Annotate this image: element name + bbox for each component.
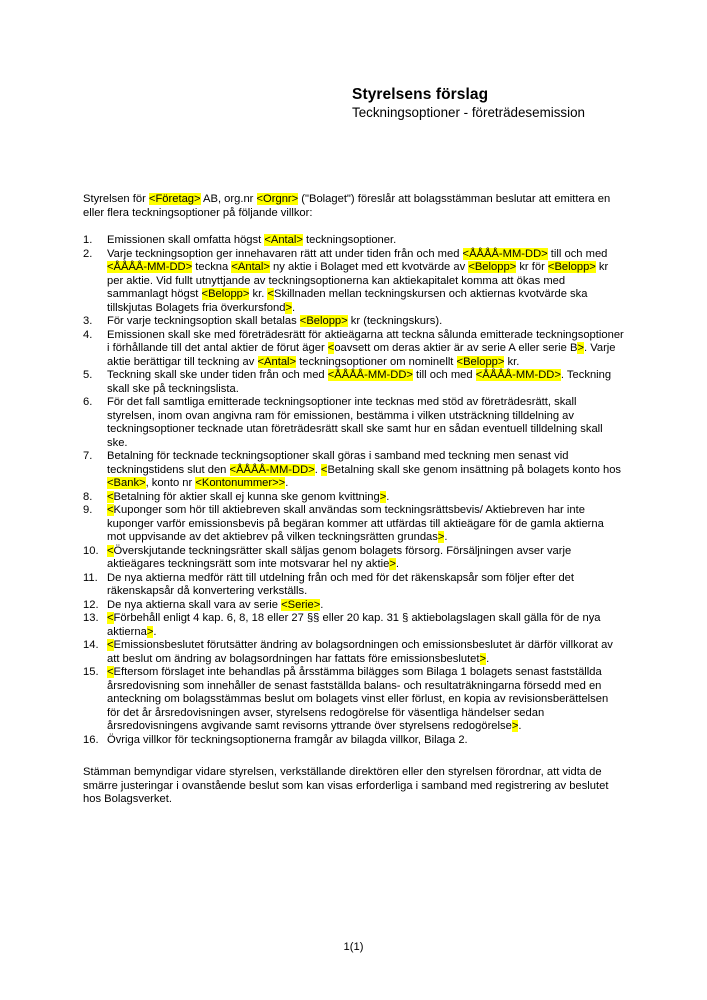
text-segment: .: [314, 463, 321, 476]
item-text: [107, 234, 624, 248]
terms-list-item: [83, 234, 624, 248]
text-segment: Stämman bemyndigar vidare styrelsen, verkställande direktören eller den styrelsen förordnar, att vidta de smärre justeringar i ovanstående beslut som kan visas erforderliga i samband med registrering av beslutet hos Bolagsverket.: [83, 766, 609, 805]
placeholder-highlight: <Företag>: [148, 193, 201, 205]
text-segment: Skillnaden mellan teckningskursen och aktiernas kvotvärde ska tillskjutas Bolagets fria överkursfond: [107, 288, 588, 314]
terms-list-item: [83, 396, 624, 450]
text-segment: .: [292, 301, 296, 314]
text-segment: Kuponger som hör till aktiebreven skall användas som teckningsrättsbevis/ Aktiebreven har inte kuponger varför emissionsbevis på begäran kommer att utfärdas till aktieägare för de gamla aktierna mot uppvisande av det aktiebrev på vilken teckningsrätten grundas: [107, 504, 604, 543]
text-segment: .: [386, 490, 390, 503]
item-text: [107, 734, 624, 748]
terms-list-item: [83, 450, 624, 491]
placeholder-highlight: >: [479, 652, 487, 665]
text-segment: .: [444, 531, 448, 543]
item-number: 15.: [83, 666, 99, 678]
text-segment: Emissionsbeslutet förutsätter ändring av bolagsordningen och emissionsbeslutet är därför villkorat av att beslut om ändring av bolagsordningen har fattats före emissionsbeslutet: [107, 639, 613, 665]
text-segment: teckna: [192, 261, 232, 273]
intro-paragraph: [83, 193, 624, 220]
item-text: [107, 612, 624, 639]
page-footer: [0, 941, 707, 955]
text-segment: Emissionen skall omfatta högst: [107, 234, 265, 246]
terms-list-item: [83, 329, 624, 370]
item-text: [107, 572, 624, 599]
text-segment: ny aktie i Bolaget med ett kvotvärde av: [269, 261, 469, 273]
document-body: [83, 193, 624, 807]
closing-paragraph: [83, 766, 624, 807]
text-segment: kr (teckningskurs).: [347, 315, 443, 327]
placeholder-highlight: <: [107, 490, 114, 503]
placeholder-highlight: <Belopp>: [456, 355, 505, 368]
placeholder-highlight: <: [320, 463, 328, 476]
text-segment: till och med: [412, 369, 476, 381]
page-number: 1(1): [343, 941, 364, 953]
text-segment: . Teckning skall ske på teckningslista.: [107, 369, 612, 395]
terms-list-item: [83, 734, 624, 748]
text-segment: oavsett om deras aktier är av serie A eller serie B: [334, 342, 578, 354]
text-segment: Eftersom förslaget inte behandlas på årsstämma bilägges som Bilaga 1 bolagets senast fastställda årsredovisning som innehåller de senast fastställda balans- och resultaträkningarna försedd med en anteckning om bolagsstämmas beslut om bolagets vinst eller förlust, en kopia av revisionsberättelsen för det år årsredovisningen avser, styrelsens redogörelse för väsentliga händelser sedan årsredovisningens avgivande samt revisorns yttrande över styrelsens redogörelse: [107, 666, 609, 732]
text-segment: .: [153, 625, 157, 638]
document-subtitle: Teckningsoptioner - företrädesemission: [352, 105, 585, 120]
placeholder-highlight: <: [107, 504, 114, 516]
text-segment: teckningsoptioner.: [302, 234, 397, 246]
placeholder-highlight: <Orgnr>: [256, 193, 299, 205]
placeholder-highlight: >: [389, 558, 396, 570]
terms-list-item: [83, 504, 624, 545]
item-text: [107, 504, 624, 545]
placeholder-highlight: >: [379, 490, 387, 503]
placeholder-highlight: <Belopp>: [547, 261, 596, 273]
placeholder-highlight: <: [327, 342, 335, 354]
placeholder-highlight: <ÅÅÅÅ-MM-DD>: [475, 369, 561, 381]
item-text: [107, 599, 624, 613]
placeholder-highlight: <Antal>: [257, 355, 297, 368]
text-segment: Övriga villkor för teckningsoptionerna framgår av bilagda villkor, Bilaga 2.: [107, 733, 468, 746]
terms-list-item: [83, 315, 624, 329]
text-segment: De nya aktierna skall vara av serie: [107, 598, 282, 611]
terms-list-item: [83, 612, 624, 639]
terms-list-item: [83, 572, 624, 599]
text-segment: .: [285, 477, 289, 489]
text-segment: kr.: [249, 288, 268, 300]
text-segment: Teckning skall ske under tiden från och med: [107, 369, 328, 381]
item-number: 12.: [83, 598, 99, 611]
text-segment: . Varje aktie berättigar till teckning av: [107, 342, 616, 368]
placeholder-highlight: >: [511, 720, 519, 732]
item-number: 6.: [83, 396, 93, 408]
text-segment: För det fall samtliga emitterade teckningsoptioner inte tecknas med stöd av företrädesrätt, skall styrelsen, inom ovan angivna ram för emissionen, bestämma i vilken utsträckning tilldelning av teckningsoptioner tecknade utan företrädesrätt skall ske samt hur en sådan eventuell tilldelning skall ske.: [107, 396, 603, 449]
text-segment: Styrelsen för: [83, 193, 149, 205]
item-text: [107, 450, 624, 491]
text-segment: Emissionen skall ske med företrädesrätt för aktieägarna att teckna sålunda emitterade teckningsoptioner i förhållande till det antal aktier de förut äger: [107, 328, 624, 354]
text-segment: Överskjutande teckningsrätter skall säljas genom bolagets försorg. Försäljningen avser varje aktieägares teckningsrätt som inte motsvarar hel ny aktie: [107, 544, 572, 570]
item-text: [107, 248, 624, 316]
placeholder-highlight: <Serie>: [281, 598, 321, 611]
text-segment: kr.: [504, 355, 520, 368]
item-number: 11.: [83, 571, 98, 584]
terms-list-item: [83, 248, 624, 316]
item-number: 7.: [83, 450, 93, 462]
placeholder-highlight: <ÅÅÅÅ-MM-DD>: [229, 463, 315, 476]
item-text: [107, 666, 624, 734]
text-segment: .: [486, 652, 490, 665]
placeholder-highlight: >: [437, 531, 445, 543]
placeholder-highlight: <Kontonummer>>: [195, 477, 286, 489]
item-number: 13.: [83, 612, 99, 624]
text-segment: , konto nr: [145, 477, 196, 489]
item-number: 2.: [83, 247, 93, 260]
text-segment: Varje teckningsoption ger innehavaren rätt att under tiden från och med: [107, 247, 463, 260]
placeholder-highlight: <Belopp>: [468, 261, 517, 273]
terms-list-item: [83, 491, 624, 505]
item-text: [107, 491, 624, 505]
item-number: 16.: [83, 733, 99, 746]
placeholder-highlight: <Belopp>: [201, 288, 250, 300]
document-header: [352, 85, 682, 121]
placeholder-highlight: >: [285, 301, 293, 314]
item-text: [107, 545, 624, 572]
terms-list-item: [83, 639, 624, 666]
placeholder-highlight: <ÅÅÅÅ-MM-DD>: [107, 261, 193, 273]
item-number: 1.: [83, 234, 93, 246]
text-segment: Betalning för tecknade teckningsoptioner skall göras i samband med teckning men senast vid teckningstidens slut den: [107, 450, 569, 476]
document-title: Styrelsens förslag: [352, 86, 489, 103]
text-segment: kr per aktie. Vid fullt utnyttjande av teckningsoptionerna kan aktiekapitalet komma att ökas med sammanlagt högst: [107, 261, 609, 300]
placeholder-highlight: <Belopp>: [299, 315, 348, 327]
text-segment: kr för: [516, 261, 548, 273]
terms-list: [83, 234, 624, 747]
item-text: [107, 329, 624, 370]
placeholder-highlight: >: [577, 342, 584, 354]
placeholder-highlight: <ÅÅÅÅ-MM-DD>: [327, 369, 413, 381]
placeholder-highlight: <Antal>: [264, 234, 303, 246]
text-segment: Förbehåll enligt 4 kap. 6, 8, 18 eller 27 §§ eller 20 kap. 31 § aktiebolagslagen skall gälla för de nya aktierna: [107, 612, 601, 638]
item-number: 8.: [83, 490, 93, 503]
item-text: [107, 315, 624, 329]
item-number: 4.: [83, 328, 93, 341]
item-number: 14.: [83, 639, 99, 651]
terms-list-item: [83, 666, 624, 734]
placeholder-highlight: >: [146, 625, 154, 638]
text-segment: .: [320, 598, 324, 611]
placeholder-highlight: <Bank>: [107, 477, 146, 489]
item-text: [107, 396, 624, 450]
text-segment: .: [395, 558, 399, 570]
placeholder-highlight: <ÅÅÅÅ-MM-DD>: [462, 247, 548, 260]
text-segment: till och med: [547, 247, 608, 260]
item-number: 3.: [83, 315, 93, 327]
item-number: 9.: [83, 504, 93, 516]
item-text: [107, 639, 624, 666]
placeholder-highlight: <Antal>: [231, 261, 270, 273]
placeholder-highlight: <: [107, 666, 114, 678]
item-number: 10.: [83, 544, 99, 557]
text-segment: AB, org.nr: [200, 193, 257, 205]
terms-list-item: [83, 545, 624, 572]
text-segment: Betalning skall ske genom insättning på bolagets konto hos: [327, 463, 622, 476]
terms-list-item: [83, 599, 624, 613]
text-segment: Betalning för aktier skall ej kunna ske genom kvittning: [113, 490, 380, 503]
item-text: [107, 369, 624, 396]
placeholder-highlight: <: [107, 544, 114, 557]
placeholder-highlight: <: [107, 639, 114, 651]
text-segment: teckningsoptioner om nominellt: [296, 355, 457, 368]
text-segment: För varje teckningsoption skall betalas: [107, 315, 300, 327]
text-segment: .: [518, 720, 522, 732]
terms-list-item: [83, 369, 624, 396]
text-segment: ("Bolaget") föreslår att bolagsstämman beslutar att emittera en eller flera teckningsoptioner på följande villkor:: [83, 193, 611, 219]
placeholder-highlight: <: [267, 288, 275, 300]
text-segment: De nya aktierna medför rätt till utdelning från och med för det räkenskapsår som följer efter det räkenskapsår då konvertering verkställs.: [107, 571, 574, 597]
item-number: 5.: [83, 369, 93, 381]
placeholder-highlight: <: [107, 612, 114, 624]
